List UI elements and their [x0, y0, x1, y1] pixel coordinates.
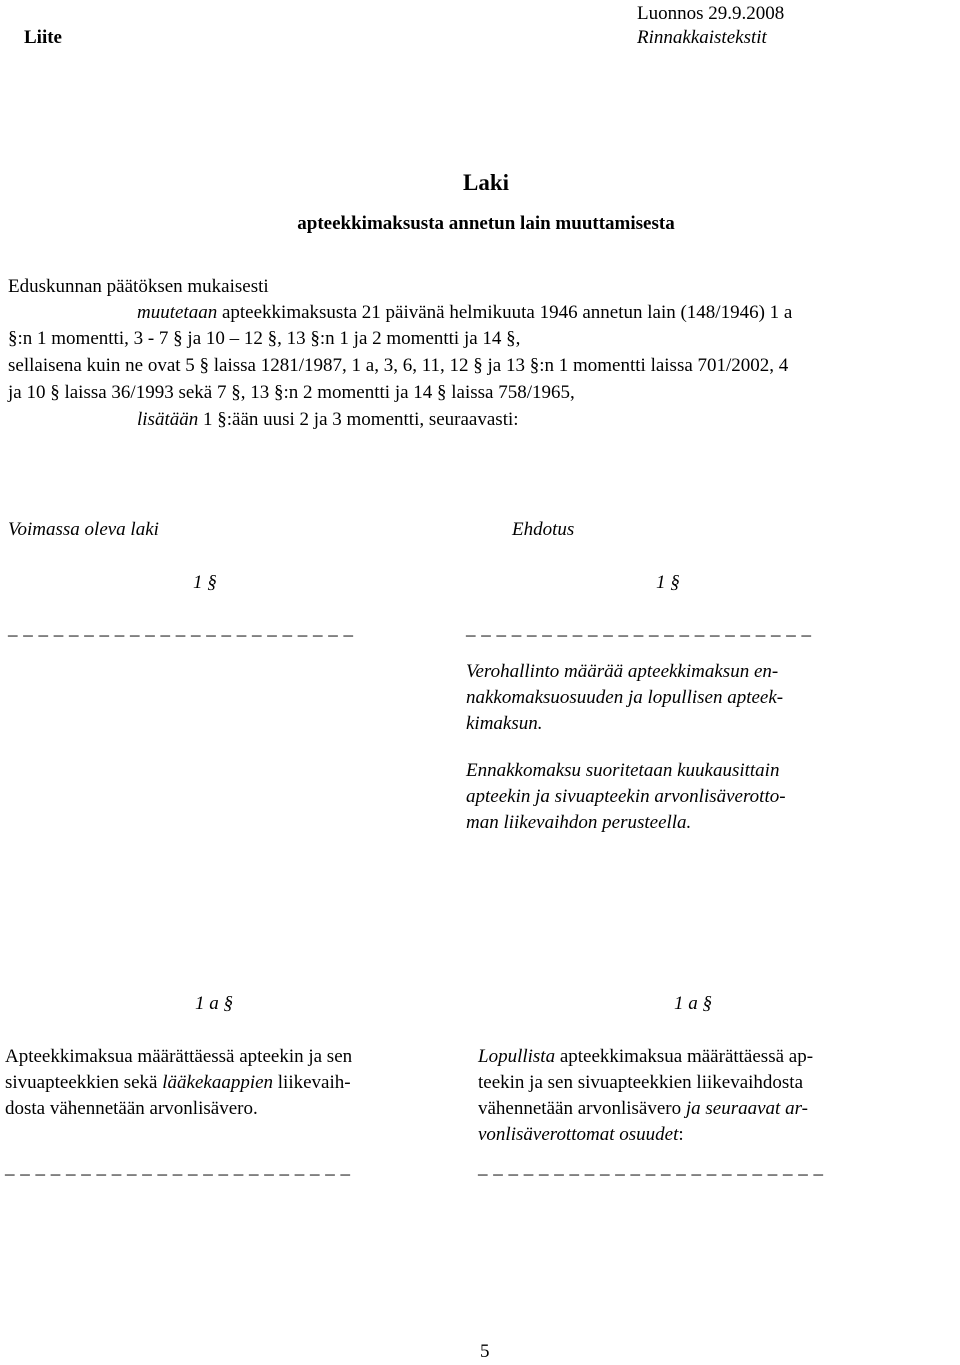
page-number: 5 — [480, 1341, 490, 1362]
paragraph-text: : — [678, 1124, 684, 1145]
paragraph-line: teekin ja sen sivuapteekkien liikevaihdosta — [478, 1072, 804, 1093]
omission-dashes: _ _ _ _ _ _ _ _ _ _ _ _ _ _ _ _ _ _ _ _ _ _ _ — [478, 1157, 824, 1178]
paragraph-text: liikevaih- — [273, 1072, 351, 1093]
law-subtitle: apteekkimaksusta annetun lain muuttamisesta — [297, 213, 675, 234]
preamble-line — [137, 300, 792, 326]
law-title: Laki — [462, 170, 510, 195]
paragraph-line: Apteekkimaksua määrättäessä apteekin ja sen — [5, 1046, 353, 1067]
paragraph-line: nakkomaksuosuuden ja lopullisen apteek- — [466, 687, 784, 708]
current-law-paragraph — [5, 1044, 352, 1122]
parallel-texts-label: Rinnakkaistekstit — [637, 27, 767, 48]
paragraph-line: apteekin ja sivuapteekin arvonlisäverotto- — [466, 786, 786, 807]
attachment-label: Liite — [24, 27, 62, 48]
current-law-heading: Voimassa oleva laki — [8, 519, 159, 540]
emphasis-text: vonlisäverottomat osuudet — [478, 1124, 679, 1145]
section-1-label-proposal: 1 § — [656, 572, 680, 593]
section-1-label-current: 1 § — [193, 572, 217, 593]
preamble-line: ja 10 § laissa 36/1993 sekä 7 §, 13 §:n 2 momentti ja 14 § laissa 758/1965, — [8, 382, 575, 403]
paragraph-line: kimaksun. — [466, 713, 543, 734]
proposal-heading: Ehdotus — [512, 519, 575, 540]
paragraph-line — [478, 1044, 813, 1070]
section-1a-label-proposal: 1 a § — [674, 993, 712, 1014]
amend-verb: muutetaan — [137, 302, 218, 323]
emphasis-text: lääkekaappien — [162, 1072, 274, 1093]
proposal-paragraph — [466, 758, 876, 836]
paragraph-line: Ennakkomaksu suoritetaan kuukausittain — [466, 760, 780, 781]
omission-dashes: _ _ _ _ _ _ _ _ _ _ _ _ _ _ _ _ _ _ _ _ _ _ _ — [8, 618, 354, 639]
add-verb: lisätään — [137, 409, 199, 430]
paragraph-line — [478, 1122, 813, 1148]
section-1a-label-current: 1 a § — [195, 993, 233, 1014]
preamble-line: §:n 1 momentti, 3 - 7 § ja 10 – 12 §, 13 §:n 1 ja 2 momentti ja 14 §, — [8, 328, 521, 349]
draft-date: Luonnos 29.9.2008 — [637, 3, 785, 24]
paragraph-text: apteekkimaksua määrättäessä ap- — [555, 1046, 814, 1067]
preamble-line: Eduskunnan päätöksen mukaisesti — [8, 276, 269, 297]
paragraph-line — [478, 1096, 813, 1122]
emphasis-text: ja seuraavat ar- — [685, 1098, 808, 1119]
omission-dashes: _ _ _ _ _ _ _ _ _ _ _ _ _ _ _ _ _ _ _ _ _ _ _ — [5, 1157, 351, 1178]
omission-dashes: _ _ _ _ _ _ _ _ _ _ _ _ _ _ _ _ _ _ _ _ _ _ _ — [466, 618, 812, 639]
paragraph-line: man liikevaihdon perusteella. — [466, 812, 692, 833]
paragraph-line: Verohallinto määrää apteekkimaksun en- — [466, 661, 779, 682]
preamble-line: sellaisena kuin ne ovat 5 § laissa 1281/1987, 1 a, 3, 6, 11, 12 § ja 13 §:n 1 momentti laissa 701/2002, 4 — [8, 355, 789, 376]
proposal-paragraph — [478, 1044, 813, 1148]
emphasis-text: Lopullista — [478, 1046, 556, 1067]
paragraph-line: dosta vähennetään arvonlisävero. — [5, 1098, 258, 1119]
preamble-line — [137, 407, 519, 433]
paragraph-text: sivuapteekkien sekä — [5, 1072, 163, 1093]
proposal-paragraph — [466, 659, 876, 737]
paragraph-text: vähennetään arvonlisävero — [478, 1098, 686, 1119]
preamble-text: 1 §:ään uusi 2 ja 3 momentti, seuraavasti: — [198, 409, 519, 430]
paragraph-line — [5, 1070, 352, 1096]
preamble-text: apteekkimaksusta 21 päivänä helmikuuta 1946 annetun lain (148/1946) 1 a — [217, 302, 793, 323]
